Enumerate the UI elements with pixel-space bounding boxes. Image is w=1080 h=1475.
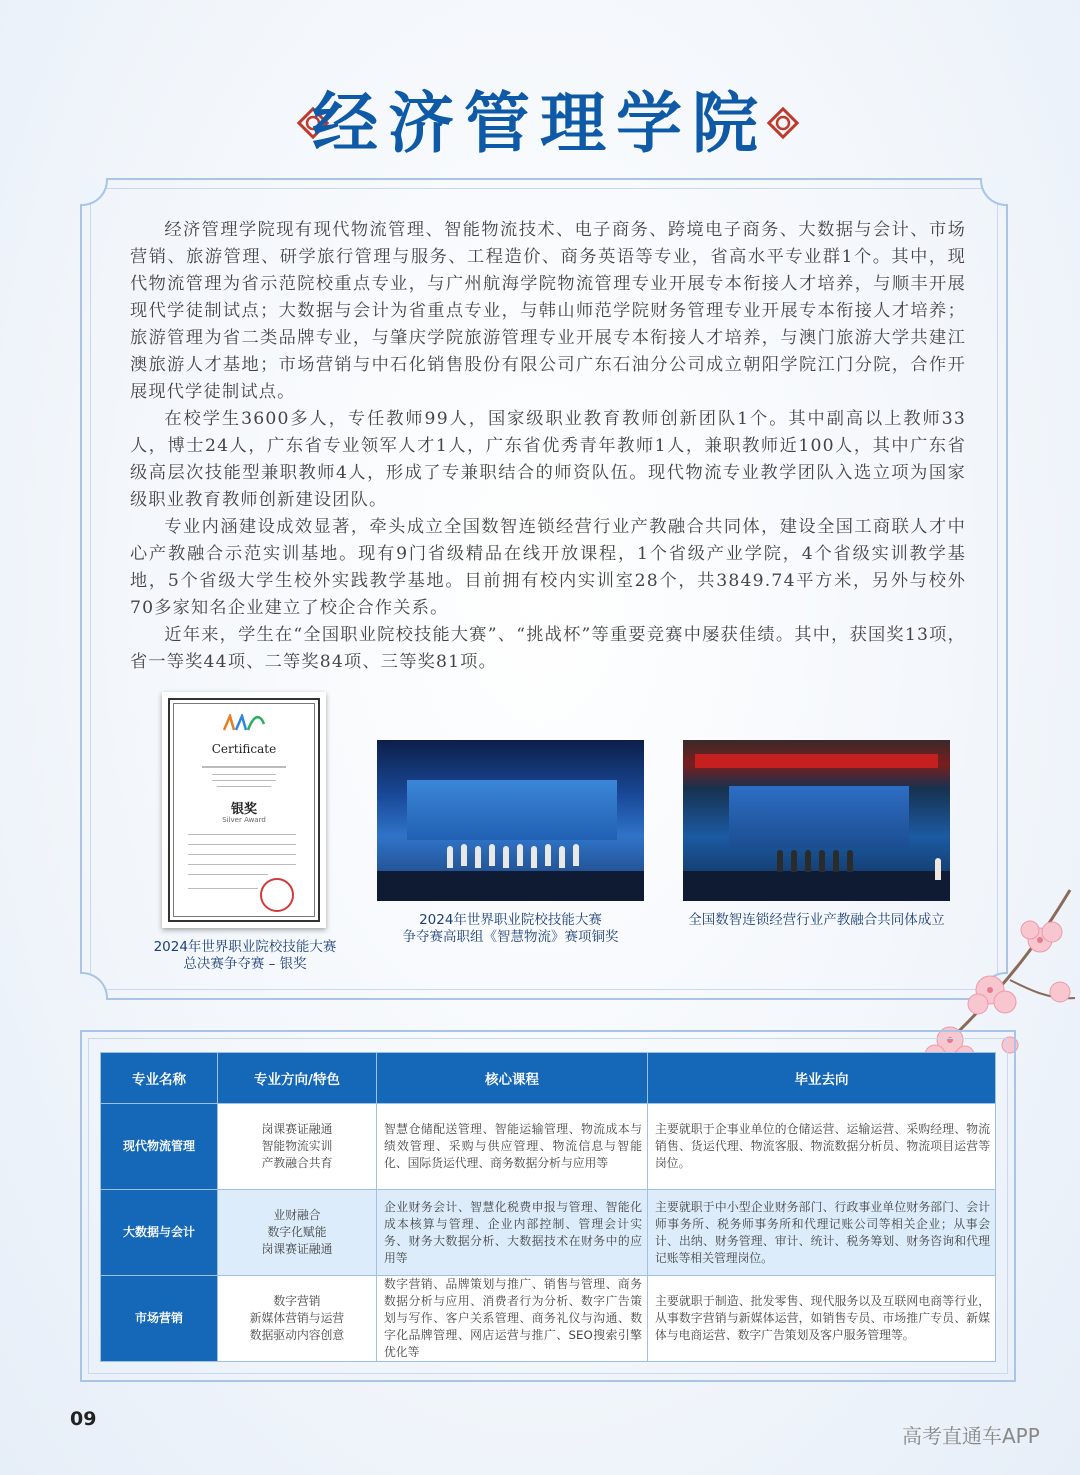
intro-text	[130, 217, 966, 676]
table-header-row	[101, 1053, 996, 1104]
major-direction: 岗课赛证融通 智能物流实训 产教融合共育	[218, 1104, 377, 1190]
table-row	[101, 1190, 996, 1276]
major-name: 市场营销	[101, 1276, 218, 1362]
award-ceremony-photo	[377, 740, 644, 901]
column-header: 专业方向/特色	[218, 1053, 377, 1104]
major-direction: 业财融合 数字化赋能 岗课赛证融通	[218, 1190, 377, 1276]
founding-caption: 全国数智连锁经营行业产教融合共同体成立	[688, 912, 945, 928]
career-path: 主要就职于企事业单位的仓储运营、运输运营、采购经理、物流销售、货运代理、物流客服、物流数据分析员、物流项目运营等岗位。	[648, 1104, 996, 1190]
page-title: 经济管理学院	[312, 84, 768, 162]
intro-paragraph: 在校学生3600多人，专任教师99人，国家级职业教育教师创新团队1个。其中副高以上教师33人，博士24人，广东省专业领军人才1人，广东省优秀青年教师1人，兼职教师近100人，其中广东省级高层次技能型兼职教师4人，形成了专兼职结合的师资队伍。现代物流专业教学团队入选立项为国家级职业教育教师创新建设团队。	[130, 409, 966, 510]
major-name: 现代物流管理	[101, 1104, 218, 1190]
table-row	[101, 1276, 996, 1362]
column-header: 专业名称	[101, 1053, 218, 1104]
community-founding-photo	[683, 740, 950, 901]
column-header: 核心课程	[377, 1053, 648, 1104]
major-name: 大数据与会计	[101, 1190, 218, 1276]
core-courses: 数字营销、品牌策划与推广、销售与管理、商务数据分析与应用、消费者行为分析、数字广告策划与写作、客户关系管理、商务礼仪与沟通、数字化品牌管理、网店运营与推广、SEO搜索引擎优化等	[377, 1276, 648, 1362]
certificate-photo	[162, 692, 326, 928]
award-subtitle: Silver Award	[222, 816, 266, 824]
column-header: 毕业去向	[648, 1053, 996, 1104]
app-watermark: 高考直通车APP	[902, 1424, 1040, 1448]
core-courses: 智慧仓储配送管理、智能运输管理、物流成本与绩效管理、采购与供应管理、物流信息与智能化、国际货运代理、商务数据分析与应用等	[377, 1104, 648, 1190]
major-direction: 数字营销 新媒体营销与运营 数据驱动内容创意	[218, 1276, 377, 1362]
career-path: 主要就职于制造、批发零售、现代服务以及互联网电商等行业，从事数字营销与新媒体运营，如销售专员、市场推广专员、新媒体与电商运营、数字广告策划及客户服务管理等。	[648, 1276, 996, 1362]
table-row	[101, 1104, 996, 1190]
page-number: 09	[70, 1408, 97, 1430]
intro-paragraph: 专业内涵建设成效显著，牵头成立全国数智连锁经营行业产教融合共同体，建设全国工商联人才中心产教融合示范实训基地。现有9门省级精品在线开放课程，1个省级产业学院，4个省级实训教学基地，5个省级大学生校外实践教学基地。目前拥有校内实训室28个，共3849.74平方米，另外与校外70多家知名企业建立了校企合作关系。	[130, 517, 966, 618]
core-courses: 企业财务会计、智慧化税费申报与管理、智能化成本核算与管理、企业内部控制、管理会计实务、财务大数据分析、大数据技术在财务中的应用等	[377, 1190, 648, 1276]
ornament-icon	[766, 106, 800, 140]
majors-table	[100, 1052, 996, 1362]
intro-paragraph: 近年来，学生在“全国职业院校技能大赛”、“挑战杯”等重要竞赛中屡获佳绩。其中，获国奖13项，省一等奖44项、二等奖84项、三等奖81项。	[130, 625, 966, 672]
competition-logo-icon	[220, 714, 268, 732]
career-path: 主要就职于中小型企业财务部门、行政事业单位财务部门、会计师事务所、税务师事务所和代理记账公司等相关企业；从事会计、出纳、财务管理、审计、统计、税务筹划、财务咨询和代理记账等相关管理岗位。	[648, 1190, 996, 1276]
award-title: 银奖	[230, 802, 257, 817]
intro-paragraph: 经济管理学院现有现代物流管理、智能物流技术、电子商务、跨境电子商务、大数据与会计、市场营销、旅游管理、研学旅行管理与服务、工程造价、商务英语等专业，省高水平专业群1个。其中，现代物流管理为省示范院校重点专业，与广州航海学院物流管理专业开展专本衔接人才培养，与顺丰开展现代学徒制试点；大数据与会计为省重点专业，与韩山师范学院财务管理专业开展专本衔接人才培养；旅游管理为省二类品牌专业，与肇庆学院旅游管理专业开展专本衔接人才培养，与澳门旅游大学共建江澳旅游人才基地；市场营销与中石化销售股份有限公司广东石油分公司成立朝阳学院江门分院，合作开展现代学徒制试点。	[130, 220, 966, 402]
ceremony-caption: 2024年世界职业院校技能大赛 争夺赛高职组《智慧物流》赛项铜奖	[402, 912, 619, 945]
red-seal-icon	[260, 878, 294, 912]
title-area	[0, 78, 1080, 168]
certificate-heading: Certificate	[211, 742, 277, 756]
certificate-caption: 2024年世界职业院校技能大赛 总决赛争夺赛 – 银奖	[153, 939, 337, 972]
